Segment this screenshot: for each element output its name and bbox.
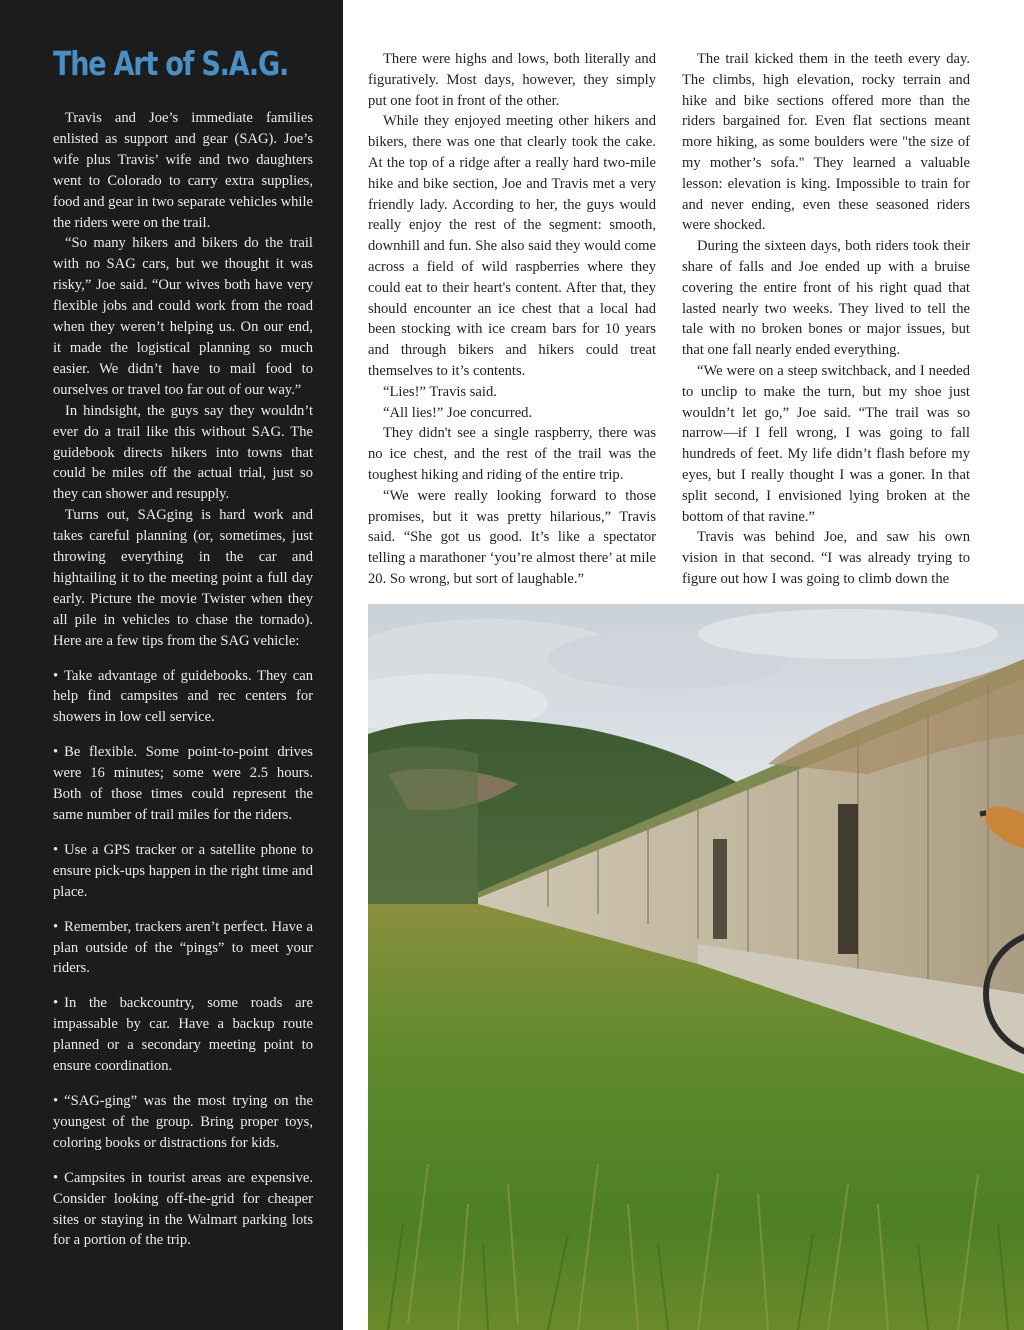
- sidebar-paragraph: Turns out, SAGging is hard work and takes careful planning (or, sometimes, just throwing everything in the car and hightailing it to the meeting point a full day early. Picture the movie Twister when they all pile in vehicles to chase the tornado). Here are a few tips from the SAG vehicle:: [53, 507, 313, 649]
- article-paragraph: “We were on a steep switchback, and I needed to unclip to make the turn, but my shoe just wouldn’t let go,” Joe said. “The trail was so narrow—if I fell wrong, I was going to fall hundreds of feet. My life didn’t flash before my eyes, but I really thought I was a goner. In that split second, I envisioned lying broken at the bottom of that ravine.”: [682, 362, 970, 525]
- bullet-icon: •: [53, 918, 59, 935]
- sidebar-body: [53, 108, 313, 1265]
- article-paragraph: The trail kicked them in the teeth every day. The climbs, high elevation, rocky terrain and hike and bike sections offered more than the riders bargained for. Even flat sections meant more hiking, as some boulders were "the size of my mother’s sofa." They learned a valuable lesson: elevation is king. Impossible to train for and never ending, even these seasoned riders were shocked.: [682, 51, 970, 234]
- sidebar-paragraph: In hindsight, the guys say they wouldn’t ever do a trail like this without SAG. The guidebook directs hikers into towns that could be miles off the actual trial, just so they can shower and resupply.: [53, 402, 313, 503]
- tip-text: Take advantage of guidebooks. They can help find campsites and rec centers for showers in low cell service.: [53, 667, 313, 726]
- article-paragraph: There were highs and lows, both literally and figuratively. Most days, however, they simply put one foot in front of the other.: [368, 51, 656, 109]
- article-paragraph: “All lies!” Joe concurred.: [383, 404, 533, 421]
- sidebar-paragraph: “So many hikers and bikers do the trail with no SAG cars, but we thought it was risky,” Joe said. “Our wives both have very flexible jobs and could work from the road when they weren’t helping us. On our end, it made the logistical planning so much easier. We didn’t have to mail food to ourselves or travel too far out of our way.”: [53, 235, 313, 398]
- bullet-icon: •: [53, 1169, 59, 1186]
- sidebar-title: The Art of S.A.G.: [53, 44, 289, 83]
- trail-photo-illustration: [368, 604, 1024, 1330]
- article-paragraph: While they enjoyed meeting other hikers and bikers, there was one that clearly took the cake. At the top of a ridge after a really hard two-mile hike and bike section, Joe and Travis met a very friendly lady. According to her, the guys would really enjoy the rest of the segment: smooth, downhill and fun. She also said they would come across a field of wild raspberries where they could eat to their heart's content. After that, they should encounter an ice chest that a local had been stocking with ice cream bars for 10 years and through bikers and hikers could treat themselves to it’s contents.: [368, 113, 656, 379]
- article-paragraph: Travis was behind Joe, and saw his own vision in that second. “I was already trying to figure out how I was going to climb down the: [682, 529, 970, 587]
- article-paragraph: “Lies!” Travis said.: [383, 383, 497, 400]
- tip-item: [53, 840, 313, 903]
- tip-text: Be flexible. Some point-to-point drives were 16 minutes; some were 2.5 hours. Both of those times could represent the same number of trail miles for the riders.: [53, 744, 313, 823]
- tip-text: Campsites in tourist areas are expensive. Consider looking off-the-grid for cheaper sites or staying in the Walmart parking lots for a portion of the trip.: [53, 1169, 313, 1249]
- trail-photo: [368, 604, 1024, 1330]
- article-paragraph: They didn't see a single raspberry, there was no ice chest, and the rest of the trail was the toughest hiking and riding of the entire trip.: [368, 425, 656, 483]
- tip-text: “SAG-ging” was the most trying on the youngest of the group. Bring proper toys, coloring books or distractions for kids.: [53, 1092, 313, 1151]
- bullet-icon: •: [53, 744, 59, 761]
- article-column-2: [682, 49, 970, 590]
- tip-text: Remember, trackers aren’t perfect. Have a plan outside of the “pings” to meet your riders.: [53, 918, 313, 977]
- tip-item: [53, 917, 313, 980]
- bullet-icon: •: [53, 1092, 59, 1109]
- article-paragraph: “We were really looking forward to those promises, but it was pretty hilarious,” Travis said. “She got us good. It’s like a spectator telling a marathoner ‘you’re almost there’ at mile 20. So wrong, but sort of laughable.”: [368, 487, 656, 587]
- sidebar-paragraph: Travis and Joe’s immediate families enlisted as support and gear (SAG). Joe’s wife plus Travis’ wife and two daughters went to Colorado to carry extra supplies, food and gear in two separate vehicles while the riders were on the trail.: [53, 110, 313, 231]
- bullet-icon: •: [53, 995, 59, 1012]
- sidebar: [0, 0, 343, 1330]
- tip-item: [53, 742, 313, 826]
- bullet-icon: •: [53, 841, 59, 858]
- tip-item: [53, 1168, 313, 1252]
- article-column-1: [368, 49, 656, 590]
- bullet-icon: •: [53, 667, 59, 684]
- tip-text: In the backcountry, some roads are impassable by car. Have a backup route planned or a secondary meeting point to ensure coordination.: [53, 995, 313, 1075]
- tip-item: [53, 1091, 313, 1154]
- tips-list: [53, 666, 313, 1252]
- tip-text: Use a GPS tracker or a satellite phone to ensure pick-ups happen in the right time and place.: [53, 841, 313, 900]
- article-paragraph: During the sixteen days, both riders took their share of falls and Joe ended up with a bruise covering the entire front of his right quad that lasted nearly two weeks. They lived to tell the tale with no broken bones or major issues, but that one fall nearly ended everything.: [682, 238, 970, 359]
- tip-item: [53, 666, 313, 729]
- tip-item: [53, 993, 313, 1077]
